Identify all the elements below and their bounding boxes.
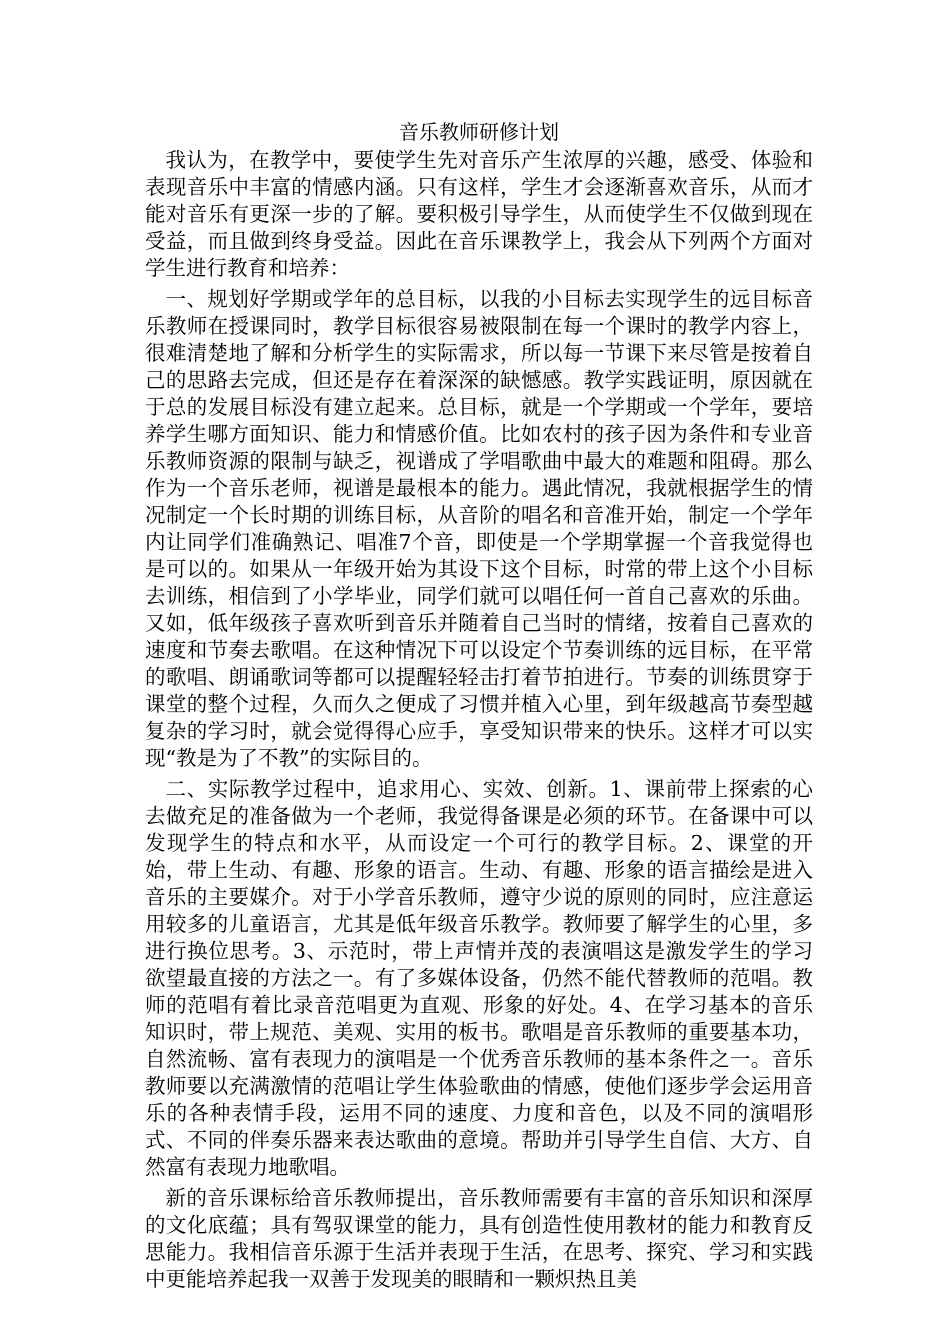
paragraph-conclusion: 新的音乐课标给音乐教师提出，音乐教师需要有丰富的音乐知识和深厚的文化底蕴；具有驾驭课堂的能力，具有创造性使用教材的能力和教育反思能力。我相信音乐源于生活并表现于生活，在思考、探究、学习和实践中更能培养起我一双善于发现美的眼睛和一颗炽热且美	[145, 1186, 813, 1291]
document-page	[145, 118, 813, 1297]
paragraph-intro: 我认为，在教学中，要使学生先对音乐产生浓厚的兴趣，感受、体验和表现音乐中丰富的情感内涵。只有这样，学生才会逐渐喜欢音乐，从而才能对音乐有更深一步的了解。要积极引导学生，从而使学生不仅做到现在受益，而且做到终身受益。因此在音乐课教学上，我会从下列两个方面对学生进行教育和培养：	[145, 148, 813, 280]
document-title: 音乐教师研修计划	[399, 120, 559, 144]
paragraph-section-two: 二、实际教学过程中，追求用心、实效、创新。1、课前带上探索的心去做充足的准备做为一个老师，我觉得备课是必须的环节。在备课中可以发现学生的特点和水平，从而设定一个可行的教学目标。2、课堂的开始，带上生动、有趣、形象的语言。生动、有趣、形象的语言描绘是进入音乐的主要媒介。对于小学音乐教师，遵守少说的原则的同时，应注意运用较多的儿童语言，尤其是低年级音乐教学。教师要了解学生的心里，多进行换位思考。3、示范时，带上声情并茂的表演唱这是激发学生的学习欲望最直接的方法之一。有了多媒体设备，仍然不能代替教师的范唱。教师的范唱有着比录音范唱更为直观、形象的好处。4、在学习基本的音乐知识时，带上规范、美观、实用的板书。歌唱是音乐教师的重要基本功，自然流畅、富有表现力的演唱是一个优秀音乐教师的基本条件之一。音乐教师要以充满激情的范唱让学生体验歌曲的情感，使他们逐步学会运用音乐的各种表情手段，运用不同的速度、力度和音色，以及不同的演唱形式、不同的伴奏乐器来表达歌曲的意境。帮助并引导学生自信、大方、自然富有表现力地歌唱。	[145, 777, 813, 1179]
paragraph-section-one: 一、规划好学期或学年的总目标，以我的小目标去实现学生的远目标音乐教师在授课同时，教学目标很容易被限制在每一个课时的教学内容上，很难清楚地了解和分析学生的实际需求，所以每一节课下来尽管是按着自己的思路去完成，但还是存在着深深的缺憾感。教学实践证明，原因就在于总的发展目标没有建立起来。总目标，就是一个学期或一个学年，要培养学生哪方面知识、能力和情感价值。比如农村的孩子因为条件和专业音乐教师资源的限制与缺乏，视谱成了学唱歌曲中最大的难题和阻碍。那么作为一个音乐老师，视谱是最根本的能力。遇此情况，我就根据学生的情况制定一个长时期的训练目标，从音阶的唱名和音准开始，制定一个学年内让同学们准确熟记、唱准7个音，即使是一个学期掌握一个音我觉得也是可以的。如果从一年级开始为其设下这个目标，时常的带上这个小目标去训练，相信到了小学毕业，同学们就可以唱任何一首自己喜欢的乐曲。又如，低年级孩子喜欢听到音乐并随着自己当时的情绪，按着自己喜欢的速度和节奏去歌唱。在这种情况下可以设定个节奏训练的远目标，在平常的歌唱、朗诵歌词等都可以提醒轻轻击打着节拍进行。节奏的训练贯穿于课堂的整个过程，久而久之便成了习惯并植入心里，到年级越高节奏型越复杂的学习时，就会觉得得心应手，享受知识带来的快乐。这样才可以实现“教是为了不教”的实际目的。	[145, 287, 813, 770]
